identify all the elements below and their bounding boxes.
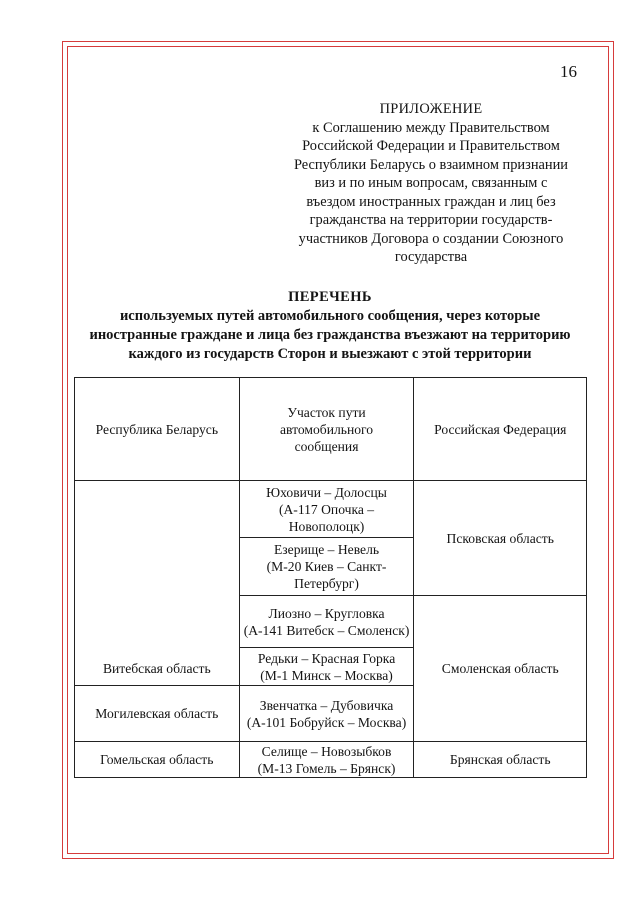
appendix-line: въездом иностранных граждан и лиц без [306,193,556,210]
route-road: (М-20 Киев – Санкт-Петербург) [266,559,387,591]
list-title-line: используемых путей автомобильного сообщения, через которые [119,308,541,324]
route-name: Селище – Новозыбков [261,743,392,759]
table-row [75,481,587,538]
russia-region-cell: Смоленская область [414,596,587,742]
route-cell [239,538,414,596]
appendix-line: Республики Беларусь о взаимном признании [293,156,569,173]
route-road: (М-13 Гомель – Брянск) [257,760,396,776]
route-name: Редьки – Красная Горка [257,650,396,666]
route-name: Звенчатка – Дубовичка [259,697,394,713]
appendix-line: Российской Федерации и Правительством [302,138,560,154]
header-route-label: Участок пути автомобильного сообщения [279,404,374,454]
route-cell [239,742,414,778]
routes-table [74,377,587,778]
table-header-row [75,378,587,481]
header-route [239,378,414,481]
route-road: (А-101 Бобруйск – Москва) [246,714,407,730]
belarus-region-cell: Могилевская область [75,686,240,742]
appendix-line: виз и по иным вопросам, связанным с [314,175,548,191]
russia-region-cell: Псковская область [414,481,587,596]
route-road: (М-1 Минск – Москва) [260,667,393,683]
belarus-region-cell: Гомельская область [75,742,240,778]
route-name: Юховичи – Долосцы [266,484,387,500]
table-row [75,742,587,778]
appendix-line: участников Договора о создании Союзного [298,230,564,247]
belarus-region-cell: Витебская область [75,481,240,686]
appendix-line: к Соглашению между Правительством [312,119,550,136]
list-title-line: иностранные граждане и лица без гражданства въезжают на территорию [89,327,571,343]
russia-region-cell: Брянская область [414,742,587,778]
route-road: (А-117 Опочка – Новополоцк) [278,501,375,534]
list-title-line: каждого из государств Сторон и выезжают с этой территории [128,346,532,362]
route-name: Езерище – Невель [273,542,380,557]
appendix-block [272,100,590,267]
route-cell [239,686,414,742]
page-number: 16 [560,62,577,81]
appendix-line: государства [394,249,468,265]
header-russia: Российская Федерация [414,378,587,481]
route-cell [239,648,414,686]
list-title [80,288,580,364]
header-belarus: Республика Беларусь [75,378,240,481]
route-road: (А-141 Витебск – Смоленск) [243,622,410,638]
route-cell [239,481,414,538]
appendix-line: гражданства на территории государств- [309,212,553,228]
list-title-heading: ПЕРЕЧЕНЬ [288,289,372,305]
route-name: Лиозно – Кругловка [268,605,385,621]
appendix-heading: ПРИЛОЖЕНИЕ [379,101,483,117]
route-cell [239,596,414,648]
